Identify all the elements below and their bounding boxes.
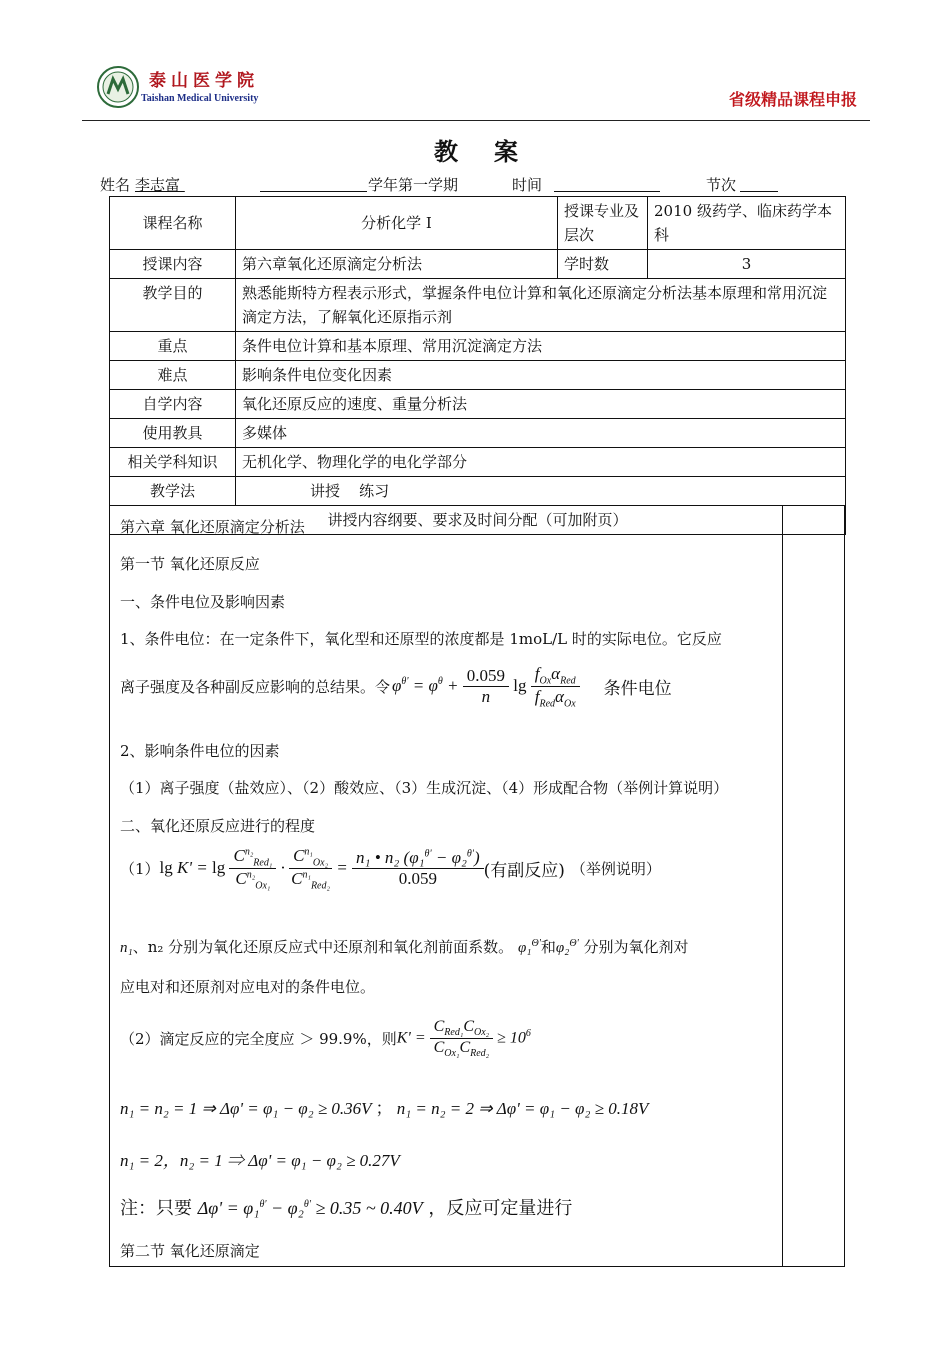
- note-suffix: ，反应可定量进行: [428, 1198, 573, 1219]
- s1-factors-heading: 2、影响条件电位的因素: [120, 742, 280, 760]
- conditional-potential-line: [120, 664, 672, 710]
- method: 讲授 练习: [236, 477, 846, 506]
- s1-definition-cont: 离子强度及各种副反应影响的总结果。令: [120, 678, 391, 697]
- tools-label: 使用教具: [110, 419, 236, 448]
- selfstudy-label: 自学内容: [110, 390, 236, 419]
- content-label: 授课内容: [110, 250, 236, 279]
- eq1-suffix: (有副反应): [483, 861, 565, 882]
- related-label: 相关学科知识: [110, 448, 236, 477]
- difficulty: 影响条件电位变化因素: [236, 361, 846, 390]
- completeness-equation: K' = $\frac{C_{Red_1}C_{Ox_2}}{C_{Ox_1}C_{Red_2}}$ ≥ $10^6$: [396, 1018, 531, 1060]
- page-title: 教案: [434, 138, 554, 166]
- note-prefix: 注：只要: [120, 1198, 192, 1219]
- header-divider: [82, 120, 870, 121]
- case-n1-n2-1: n₁ = n₂ = 1 ⇒ Δφ' = φ₁ − φ₂ ≥ 0.36V ； n₁ = n₂ = 2 ⇒ Δφ' = φ₁ − φ₂ ≥ 0.18V: [120, 1099, 649, 1118]
- hours-label: 学时数: [558, 250, 648, 279]
- note-range: ≥ 0.35 ~ 0.40V: [315, 1198, 423, 1218]
- s1-heading: 一、条件电位及影响因素: [120, 593, 286, 611]
- year-blank: [260, 191, 367, 192]
- completeness-text: （2）滴定反应的完全度应 ＞ 99.9%，则: [120, 1030, 397, 1049]
- method-label: 教学法: [110, 477, 236, 506]
- school-name-cn: 泰山医学院: [149, 71, 259, 91]
- eq1-note: （举例说明）: [570, 860, 661, 879]
- course-name: 分析化学 I: [236, 197, 558, 250]
- related: 无机化学、物理化学的电化学部分: [236, 448, 846, 477]
- outline-heading: 讲授内容纲要、要求及时间分配（可加附页）: [110, 506, 846, 535]
- section-1-title: 第一节 氧化还原反应: [120, 555, 260, 573]
- completeness-line: [120, 1018, 531, 1059]
- content: 第六章氧化还原滴定分析法: [236, 250, 558, 279]
- selfstudy: 氧化还原反应的速度、重量分析法: [236, 390, 846, 419]
- time-blank: [554, 191, 660, 192]
- time-label: 时间: [512, 176, 543, 194]
- eq1-prefix: （1）: [120, 860, 160, 879]
- chapter-title: 第六章 氧化还原滴定分析法: [120, 518, 305, 536]
- equilibrium-constant-line: [120, 846, 661, 892]
- goal: 熟悉能斯特方程表示形式，掌握条件电位计算和氧化还原滴定分析法基本原理和常用沉淀滴定方法，了解氧化还原指示剂: [236, 279, 846, 332]
- s1-definition: 1、条件电位：在一定条件下，氧化型和还原型的浓度都是 1moL/L 时的实际电位。它反应: [120, 630, 722, 648]
- difficulty-label: 难点: [110, 361, 236, 390]
- major-label: 授课专业及层次: [558, 197, 648, 250]
- section-2-title: 第二节 氧化还原滴定: [120, 1242, 260, 1260]
- s1-factors: （1）离子强度（盐效应）、（2）酸效应、（3）生成沉淀、（4）形成配合物（举例计算说明）: [120, 779, 729, 797]
- tools: 多媒体: [236, 419, 846, 448]
- course-name-label: 课程名称: [110, 197, 236, 250]
- school-name-en: Taishan Medical University: [141, 93, 259, 104]
- lesson-content: [109, 506, 845, 1267]
- eq4: n₁ = n₂ = 2 ⇒ Δφ' = φ₁ − φ₂ ≥ 0.18V: [396, 1099, 649, 1118]
- quantitative-note: 注：只要 Δφ' = φ₁$^{\theta'}$ − φ₂$^{\theta'}$ ≥ 0.35 ~ 0.40V ，反应可定量进行: [120, 1198, 573, 1219]
- conditional-potential-label: 条件电位: [603, 679, 672, 700]
- coefficient-text: 分别为氧化还原反应式中还原剂和氧化剂前面系数。: [168, 938, 514, 956]
- goal-label: 教学目的: [110, 279, 236, 332]
- nernst-equation: $\varphi^{\theta'} = \varphi^\theta$ + $\frac{0.059}{n}$ lg $\frac{f_{Ox}\alpha_{Red}}{f_{Red}\alpha_{Ox}}$: [392, 664, 580, 710]
- name-label: 姓名: [100, 176, 131, 194]
- key: 条件电位计算和基本原理、常用沉淀滴定方法: [236, 332, 846, 361]
- key-label: 重点: [110, 332, 236, 361]
- lesson-meta-table: [109, 196, 846, 535]
- major: 2010 级药学、临床药学本科: [648, 197, 846, 250]
- semester-label: 学年第一学期: [368, 176, 459, 194]
- potential-text: 分别为氧化剂对: [583, 938, 689, 956]
- hours: 3: [648, 250, 846, 279]
- potential-text-cont: 应电对和还原剂对应电对的条件电位。: [120, 978, 376, 996]
- session-label: 节次: [706, 176, 737, 194]
- s2-heading: 二、氧化还原反应进行的程度: [120, 817, 316, 835]
- content-side-column: [782, 506, 783, 1266]
- application-label: 省级精品课程申报: [728, 90, 857, 109]
- session-blank: [740, 191, 778, 192]
- case-n1-2-n2-1: n₁ = 2，n₂ = 1 ⇒ Δφ' = φ₁ − φ₂ ≥ 0.27V: [120, 1151, 400, 1170]
- coefficient-explanation: n₁、n₂ 分别为氧化还原反应式中还原剂和氧化剂前面系数。 φ₁$^{\Theta'}$和φ₂$^{\Theta'}$ 分别为氧化剂对: [120, 938, 689, 956]
- name-value: 李志富: [135, 176, 181, 194]
- university-logo: [97, 66, 139, 108]
- equilibrium-constant-equation: lg K' = lg $\frac{C^{n_2}_{Red_1}}{C^{n_2}_{Ox_1}}$ · $\frac{C^{n_1}_{Ox_2}}{C^{n_1}_{Red_2}}$ = $\frac{n_1 • n_2 (\varphi_1^{\theta'} - \varphi_2^{\theta'})}{0.059}$: [160, 846, 484, 892]
- eq3: n₁ = n₂ = 1 ⇒ Δφ' = φ₁ − φ₂ ≥ 0.36V: [120, 1099, 372, 1118]
